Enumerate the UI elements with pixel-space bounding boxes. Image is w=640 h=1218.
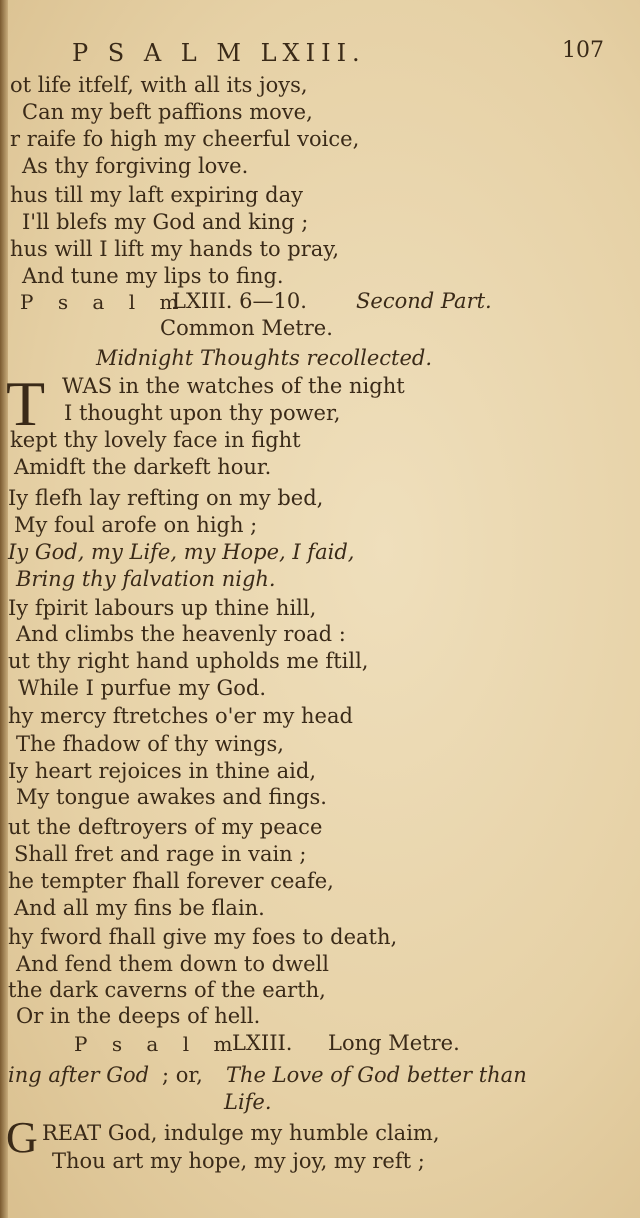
verse-line: ut thy right hand upholds me ftill, (8, 649, 369, 673)
verse-line: As thy forgiving love. (22, 154, 249, 178)
section-metre: Long Metre. (328, 1031, 460, 1055)
section-subtitle: The Love of God better than (226, 1063, 527, 1087)
verse-line: ot life itfelf, with all its joys, (10, 73, 308, 97)
section-heading-ref: LXIII. 6—10. (172, 289, 307, 313)
section-subtitle: Midnight Thoughts recollected. (96, 346, 433, 370)
verse-line: kept thy lovely face in fight (10, 428, 301, 452)
page-gutter (0, 0, 8, 1218)
verse-line: My tongue awakes and fings. (16, 785, 327, 809)
running-title: P S A L M LXIII. (72, 39, 366, 67)
verse-line: hus till my laft expiring day (10, 183, 303, 207)
verse-line: hy fword fhall give my foes to death, (8, 925, 398, 949)
verse-line: WAS in the watches of the night (62, 374, 405, 398)
verse-line: Amidft the darkeft hour. (14, 455, 272, 479)
section-heading-psalm: P s a l m (74, 1032, 242, 1056)
verse-line: the dark caverns of the earth, (8, 978, 326, 1002)
section-subtitle: ing after God (8, 1063, 150, 1087)
verse-line: And climbs the heavenly road : (16, 622, 346, 646)
verse-line: And tune my lips to fing. (22, 264, 284, 288)
drop-cap: T (6, 368, 46, 439)
verse-line: Iy heart rejoices in thine aid, (8, 759, 317, 783)
verse-line: Iy fpirit labours up thine hill, (8, 596, 317, 620)
verse-line: ut the deftroyers of my peace (8, 815, 323, 839)
verse-line: And all my fins be flain. (14, 896, 265, 920)
verse-line: Thou art my hope, my joy, my reft ; (52, 1149, 425, 1173)
verse-line: he tempter fhall forever ceafe, (8, 869, 334, 893)
verse-line: REAT God, indulge my humble claim, (42, 1121, 440, 1145)
section-heading-part: Second Part. (356, 289, 492, 313)
drop-cap: G (6, 1113, 38, 1162)
verse-line: Can my beft paffions move, (22, 100, 313, 124)
verse-line: Bring thy falvation nigh. (16, 567, 276, 591)
verse-line: hus will I lift my hands to pray, (10, 237, 340, 261)
section-metre: Common Metre. (160, 316, 333, 340)
verse-line: While I purfue my God. (18, 676, 267, 700)
verse-line: The fhadow of thy wings, (16, 732, 284, 756)
page-number: 107 (562, 38, 604, 63)
verse-line: And fend them down to dwell (16, 952, 329, 976)
verse-line: Or in the deeps of hell. (16, 1004, 261, 1028)
section-heading-psalm: P s a l m (20, 290, 188, 314)
verse-line: Iy God, my Life, my Hope, I faid, (8, 540, 355, 564)
verse-line: I thought upon thy power, (64, 401, 341, 425)
verse-line: I'll blefs my God and king ; (22, 210, 309, 234)
section-subtitle: Life. (224, 1090, 272, 1114)
verse-line: Shall fret and rage in vain ; (14, 842, 307, 866)
verse-line: r raife fo high my cheerful voice, (10, 127, 360, 151)
verse-line: hy mercy ftretches o'er my head (8, 704, 353, 728)
verse-line: Iy flefh lay refting on my bed, (8, 486, 324, 510)
section-heading-ref: LXIII. (232, 1031, 293, 1055)
section-subtitle-sep: ; or, (162, 1063, 203, 1087)
verse-line: My foul arofe on high ; (14, 513, 258, 537)
